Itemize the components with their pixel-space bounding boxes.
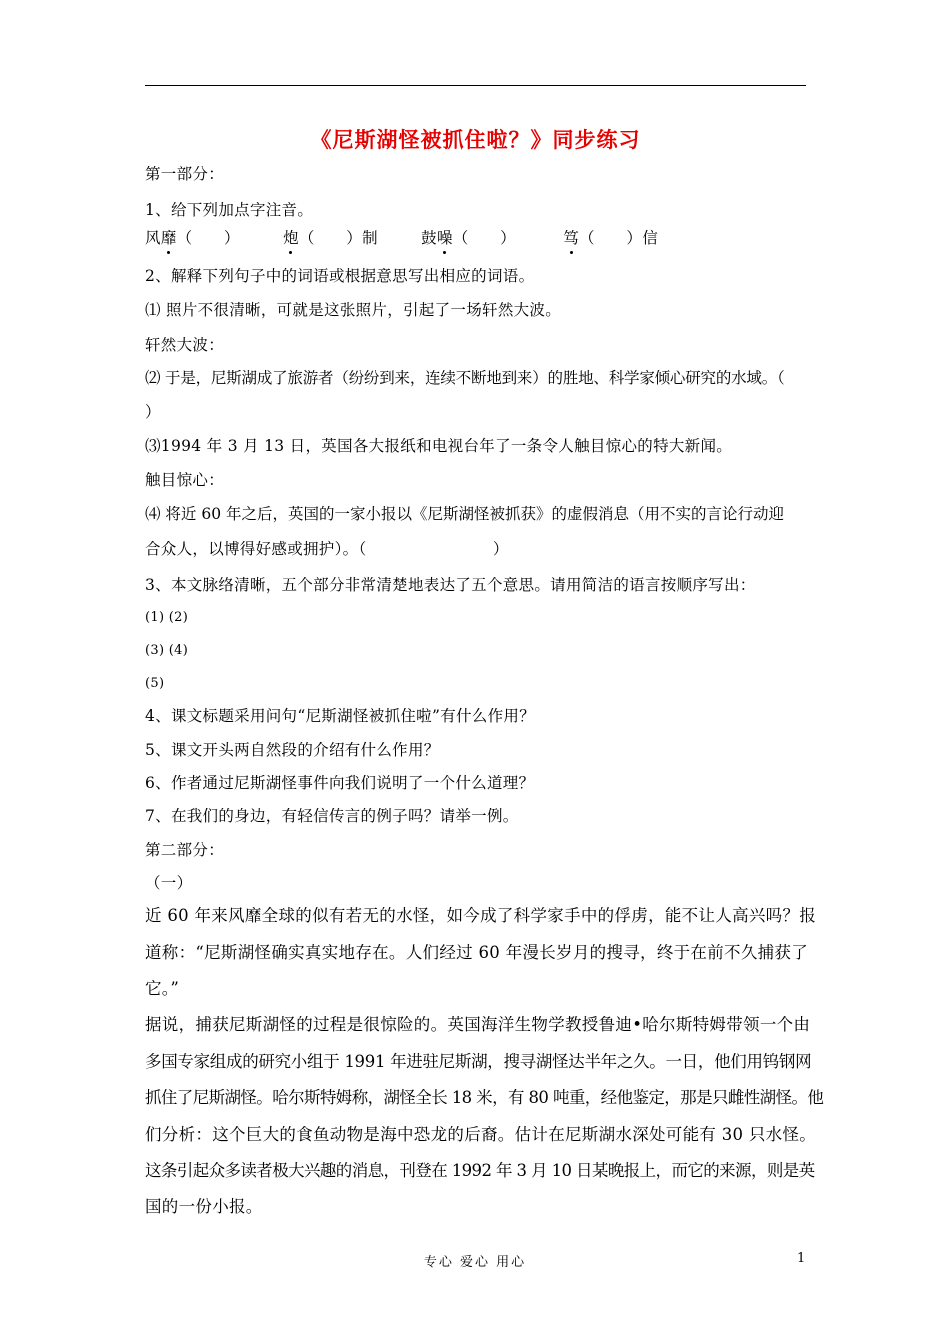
passage-line: 这条引起众多读者极大兴趣的消息，刊登在 1992 年 3 月 10 日某晚报上，而它的来源，则是英 [145,1161,815,1180]
footer-slogan: 专心 爱心 用心 [423,1255,527,1270]
question-4: 4、课文标题采用问句“尼斯湖怪被抓住啦”有什么作用？ [145,707,536,725]
subsection-heading: （一） [145,874,193,892]
passage-line: 它。” [145,979,180,998]
answer-slot: (1) (2) [145,610,189,625]
question-3: 3、本文脉络清晰，五个部分非常清楚地表达了五个意思。请用简洁的语言按顺序写出： [145,576,756,594]
passage-line: 道称：“尼斯湖怪确实真实地存在。人们经过 60 年漫长岁月的搜寻，终于在前不久捕获了 [145,943,809,962]
question-5: 5、课文开头两自然段的介绍有什么作用？ [145,741,440,759]
answer-slot: (5) [145,676,165,691]
passage-line: 国的一份小报。 [145,1197,263,1216]
text-line: ⑷ 将近 60 年之后，英国的一家小报以《尼斯湖怪被抓获》的虚假消息（用不实的言论行动迎 [145,505,785,523]
word-3: 鼓噪（ ） [421,229,516,247]
question-6: 6、作者通过尼斯湖怪事件向我们说明了一个什么道理？ [145,774,535,792]
page-number: 1 [797,1251,806,1266]
dotted-char: 炮 [283,229,299,247]
word-4: 笃（ ）信 [563,229,659,247]
answer-slot: (3) (4) [145,643,189,658]
text-line: 触目惊心： [145,471,225,489]
passage-line: 多国专家组成的研究小组于 1991 年进驻尼斯湖，搜寻湖怪达半年之久。一日，他们用钨钢网 [145,1052,812,1071]
document-title: 《尼斯湖怪被抓住啦？》同步练习 [310,128,641,152]
passage-line: 近 60 年来风靡全球的似有若无的水怪，如今成了科学家手中的俘虏，能不让人高兴吗？报 [145,906,817,925]
text-line: ⑶1994 年 3 月 13 日，英国各大报纸和电视台年了一条令人触目惊心的特大新闻。 [145,437,733,455]
question-2: 2、解释下列句子中的词语或根据意思写出相应的词语。 [145,267,535,285]
question-1: 1、给下列加点字注音。 [145,201,314,219]
pinyin-row [145,228,658,248]
text-line: 合众人，以博得好感或拥护）。（ ） [145,540,509,558]
section-heading: 第二部分： [145,841,225,859]
text-line: ⑴ 照片不很清晰，可就是这张照片，引起了一场轩然大波。 [145,301,562,319]
question-7: 7、在我们的身边，有轻信传言的例子吗？请举一例。 [145,807,519,825]
dotted-char: 靡 [160,229,177,247]
text-line: 轩然大波： [145,336,225,354]
text-line: ） [145,403,161,421]
dotted-char: 笃 [563,229,579,247]
text-line: ⑵ 于是，尼斯湖成了旅游者（纷纷到来，连续不断地到来）的胜地、科学家倾心研究的水域。（ [145,369,785,387]
header-rule [145,85,806,86]
word-1: 风靡（ ） [145,229,240,247]
word-2: 炮（ ）制 [283,229,378,247]
dotted-char: 噪 [436,229,453,247]
passage-line: 据说，捕获尼斯湖怪的过程是很惊险的。英国海洋生物学教授鲁迪•哈尔斯特姆带领一个由 [145,1015,811,1034]
passage-line: 们分析：这个巨大的食鱼动物是海中恐龙的后裔。估计在尼斯湖水深处可能有 30 只水怪。 [145,1125,817,1144]
passage-line: 抓住了尼斯湖怪。哈尔斯特姆称，湖怪全长 18 米，有 80 吨重，经他鉴定，那是只雌性湖怪。他 [145,1088,824,1107]
section-heading: 第一部分： [145,165,225,183]
